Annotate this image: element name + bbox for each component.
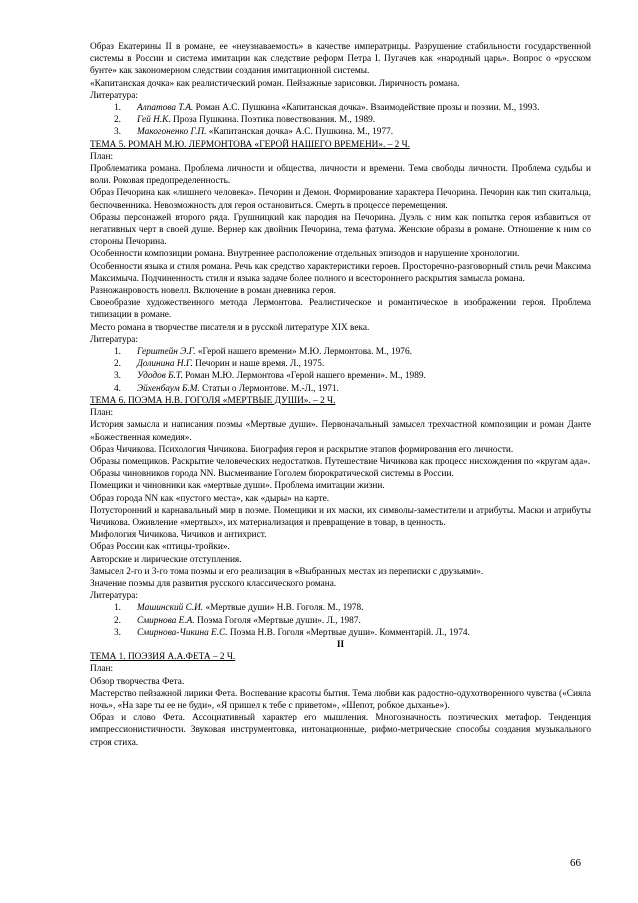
paragraph: Обзор творчества Фета. <box>90 676 185 687</box>
document-page <box>90 41 591 749</box>
section-mark: II <box>336 639 345 650</box>
literature-list <box>90 102 591 139</box>
author-name: Смирнова-Чикина Е.С. <box>137 627 228 638</box>
author-name: Эйхенбаум Б.М. <box>137 383 200 394</box>
author-name: Герштейн Э.Г. <box>137 347 196 358</box>
author-name: Макогоненко Г.П. <box>137 127 207 138</box>
paragraph: Образы помещиков. Раскрытие человеческих недостатков. Путешествие Чичикова как процесс нисхождения по «кругам ада». <box>90 456 591 467</box>
author-name: Смирнова Е.А. <box>137 615 195 626</box>
topic-heading: ТЕМА 5. РОМАН М.Ю. ЛЕРМОНТОВА «ГЕРОЙ НАШЕГО ВРЕМЕНИ». – 2 Ч. <box>90 139 410 150</box>
paragraph: Образы персонажей второго ряда. Грушницкий как пародия на Печорина. Дуэль с ним как попытка героя избавиться от негативных черт в своей душе. Вернер как двойник Печорина, тема фатума. Женские образы в романе. Отношение к ним со стороны Печорина. <box>90 212 591 248</box>
plan-label: План: <box>90 151 114 162</box>
paragraph: Особенности языка и стиля романа. Речь как средство характеристики героев. Просторечно-разговорный стиль речи Максима Максимыча. Подчиненность стиля и языка задаче более полного и всестороннего раскрытия замысла романа. <box>90 261 591 284</box>
literature-item: 2. Гей Н.К. Проза Пушкина. Поэтика повествования. М., 1989. <box>114 115 376 126</box>
literature-label: Литература: <box>90 334 138 345</box>
topic-heading: ТЕМА 6. ПОЭМА Н.В. ГОГОЛЯ «МЕРТВЫЕ ДУШИ». – 2 Ч. <box>90 395 336 406</box>
page-number: 66 <box>570 857 581 869</box>
paragraph: Образ России как «птицы-тройки». <box>90 542 230 553</box>
paragraph: Потусторонний и карнавальный мир в поэме. Помещики и их маски, их символы-заместители и атрибуты. Маски и атрибуты Чичикова. Оживление «мертвых», их материализация и превращение в товар, в ценность. <box>90 505 591 528</box>
paragraph: Помещики и чиновники как «мертвые души». Проблема имитации жизни. <box>90 481 385 492</box>
literature-item: 1. Машинский С.И. «Мертвые души» Н.В. Гоголя. М., 1978. <box>114 603 364 614</box>
paragraph: Разножанровость новелл. Включение в роман дневника героя. <box>90 286 336 297</box>
paragraph: Образы чиновников города NN. Высмеивание Гоголем бюрократической системы в России. <box>90 469 454 480</box>
literature-item: 2. Долинина Н.Г. Печорин и наше время. Л., 1975. <box>114 359 325 370</box>
author-name: Гей Н.К. <box>137 115 171 126</box>
paragraph: Особенности композиции романа. Внутреннее расположение отдельных эпизодов и нарушение хронологии. <box>90 249 520 260</box>
paragraph: Место романа в творчестве писателя и в русской литературе XIX века. <box>90 322 370 333</box>
paragraph: Мифология Чичикова. Чичиков и антихрист. <box>90 530 267 541</box>
literature-item: 1. Алпатова Т.А. Роман А.С. Пушкина «Капитанская дочка». Взаимодействие прозы и поэзии. М., 1993. <box>114 103 540 114</box>
literature-item: 3. Удодов Б.Т. Роман М.Ю. Лермонтова «Герой нашего времени». М., 1989. <box>114 371 426 382</box>
paragraph: Проблематика романа. Проблема личности и общества, личности и времени. Тема свободы личности. Проблема судьбы и воли. Роковая предопределенность. <box>90 164 591 187</box>
literature-label: Литература: <box>90 90 138 101</box>
literature-item: 3. Макогоненко Г.П. «Капитанская дочка» А.С. Пушкина. М., 1977. <box>114 127 394 138</box>
plan-label: План: <box>90 408 114 419</box>
paragraph: Значение поэмы для развития русского классического романа. <box>90 578 337 589</box>
author-name: Алпатова Т.А. <box>137 103 194 114</box>
paragraph: Мастерство пейзажной лирики Фета. Воспевание красоты бытия. Тема любви как радостно-одухотворенного чувства («Сияла ночь», «На заре ты ее не буди», «Я пришел к тебе с приветом», «Шепот, робкое дыханье»). <box>90 688 591 711</box>
paragraph: История замысла и написания поэмы «Мертвые души». Первоначальный замысел трехчастной композиции и роман Данте «Божественная комедия». <box>90 420 591 443</box>
author-name: Долинина Н.Г. <box>137 359 193 370</box>
paragraph: Образ Екатерины II в романе, ее «неузнаваемость» в качестве императрицы. Разрушение стабильности государственной системы в России и система имитации как следствие реформ Петра I. Пугачев как «народный царь». Вопрос о «русском бунте» как закономерном следствии создания имитационной системы. <box>90 42 591 77</box>
paragraph: Образ Чичикова. Психология Чичикова. Биография героя и раскрытие этапов формирования его личности. <box>90 444 514 455</box>
paragraph: Образ и слово Фета. Ассоциативный характер его мышления. Многозначность поэтических метафор. Тенденция импрессионистичности. Звуковая инструментовка, интонационные, рифмо-метрические способы создания музыкального строя стиха. <box>90 713 591 748</box>
literature-item: 4. Эйхенбаум Б.М. Статьи о Лермонтове. М.-Л., 1971. <box>114 383 339 394</box>
literature-item: 1. Герштейн Э.Г. «Герой нашего времени» М.Ю. Лермонтова. М., 1976. <box>114 347 412 358</box>
author-name: Удодов Б.Т. <box>137 371 183 382</box>
paragraph: Образ Печорина как «лишнего человека». Печорин и Демон. Формирование характера Печорина. Печорин как тип скитальца, беспочвенника. Невозможность для героя остановиться. Смерть в процессе перемещения. <box>90 188 591 211</box>
author-name: Машинский С.И. <box>137 603 204 614</box>
paragraph: Авторские и лирические отступления. <box>90 554 242 565</box>
paragraph: Образ города NN как «пустого места», как «дыры» на карте. <box>90 493 330 504</box>
literature-item: 3. Смирнова-Чикина Е.С. Поэма Н.В. Гоголя «Мертвые души». Комментарій. Л., 1974. <box>114 627 470 638</box>
literature-list <box>90 602 591 639</box>
literature-label: Литература: <box>90 591 138 602</box>
paragraph: Замысел 2-го и 3-го тома поэмы и его реализация в «Выбранных местах из переписки с друзьями». <box>90 566 484 577</box>
paragraph: Своеобразие художественного метода Лермонтова. Реалистическое и романтическое в изображении героя. Проблема типизации в романе. <box>90 298 591 321</box>
paragraph: «Капитанская дочка» как реалистический роман. Пейзажные зарисовки. Лиричность романа. <box>90 78 460 89</box>
topic-heading: ТЕМА 1. ПОЭЗИЯ А.А.ФЕТА – 2 Ч. <box>90 652 236 663</box>
literature-item: 2. Смирнова Е.А. Поэма Гоголя «Мертвые души». Л., 1987. <box>114 615 361 626</box>
plan-label: План: <box>90 664 114 675</box>
literature-list <box>90 346 591 395</box>
